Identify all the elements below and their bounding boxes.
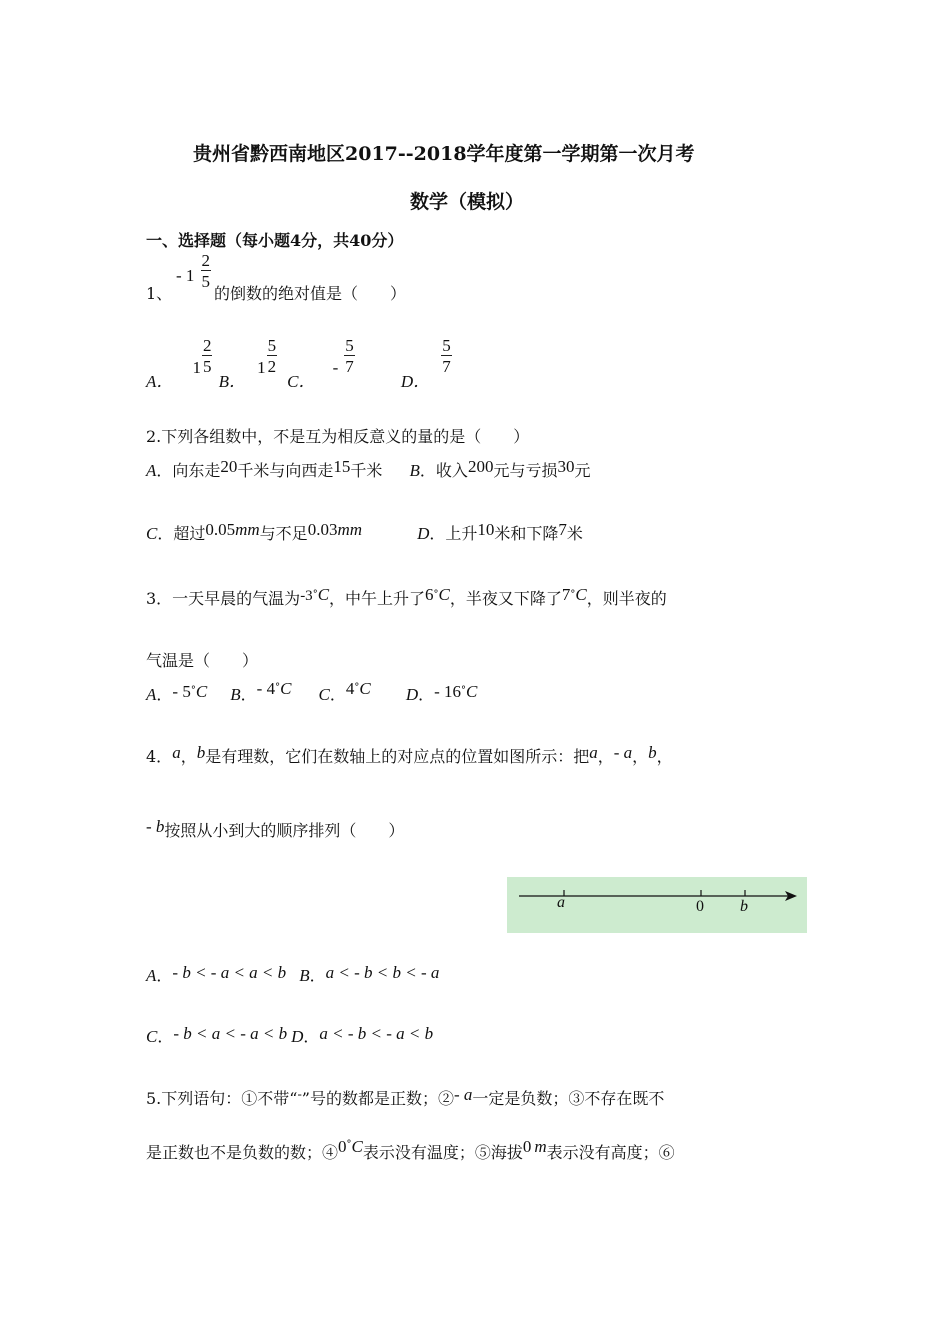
q5-text6: 表示没有高度；⑥ bbox=[546, 1143, 675, 1162]
q1-neg-whole: - 1 bbox=[176, 265, 195, 285]
q5-text3: 一定是负数；③不存在既不 bbox=[472, 1089, 665, 1108]
q1-optA-frac bbox=[202, 337, 213, 375]
q3-d-deg: ° bbox=[461, 685, 467, 696]
q1-fraction bbox=[201, 252, 212, 290]
q1-number: 1、 bbox=[146, 284, 173, 303]
q2-row1 bbox=[146, 458, 590, 481]
q4-line1 bbox=[146, 744, 673, 767]
q3-b-unit: C bbox=[280, 679, 292, 698]
q2-a-value1: 20 bbox=[220, 457, 238, 476]
q2-d-text3: 米 bbox=[566, 524, 583, 543]
q5-text2: ”号的数都是正数；② bbox=[301, 1089, 454, 1108]
q3-line1 bbox=[146, 586, 667, 609]
q4-d-label: D bbox=[291, 1027, 304, 1046]
q5-text4: 是正数也不是负数的数；④ bbox=[146, 1143, 339, 1162]
q5-minus: - bbox=[297, 1086, 302, 1101]
q2-a-value2: 15 bbox=[333, 457, 351, 476]
q5-unit-c: C bbox=[351, 1137, 363, 1156]
q4-options-row1 bbox=[146, 963, 439, 986]
q1-frac-den: 5 bbox=[201, 272, 211, 291]
q1-optA-den: 5 bbox=[202, 357, 212, 376]
q2-row2 bbox=[146, 521, 583, 544]
q3-text2: ，中午上升了 bbox=[329, 589, 426, 608]
q1-optC-num: 5 bbox=[345, 336, 354, 355]
q2-a-label: A bbox=[146, 461, 157, 480]
q4-var-a2: a bbox=[589, 743, 598, 762]
q2-d-label: D bbox=[417, 524, 430, 543]
q4-c-expr: - b < a < - a < b bbox=[173, 1024, 288, 1043]
q5-text5: 表示没有温度；⑤海拔 bbox=[362, 1143, 523, 1162]
q3-d-dot: ． bbox=[418, 685, 435, 704]
q3-b-label: B bbox=[230, 685, 241, 704]
q3-unit3: C bbox=[575, 585, 587, 604]
q1-options bbox=[146, 336, 453, 391]
q1-expression bbox=[176, 252, 212, 290]
q4-a-dot: ． bbox=[156, 966, 173, 985]
q2-a-text2: 千米与向西走 bbox=[237, 461, 334, 480]
q1-optC-sign: - bbox=[332, 357, 339, 377]
q4-line2 bbox=[146, 818, 404, 841]
q4-number: 4． bbox=[146, 747, 173, 766]
q3-text1: 3．一天早晨的气温为 bbox=[146, 589, 301, 608]
q3-unit2: C bbox=[438, 585, 450, 604]
q3-a-dot: ． bbox=[156, 685, 173, 704]
q4-comma2: ， bbox=[597, 747, 614, 766]
q2-d-text2: 米和下降 bbox=[494, 524, 559, 543]
q2-b-text1: ．收入 bbox=[419, 461, 468, 480]
tick-label-b: b bbox=[740, 898, 748, 915]
q3-d-value: - 16 bbox=[434, 682, 462, 701]
q3-deg1: ° bbox=[312, 589, 318, 600]
q2-b-value1: 200 bbox=[467, 457, 494, 476]
tick-label-a: a bbox=[557, 894, 565, 911]
number-line-figure bbox=[507, 877, 807, 933]
q2-c-text1: ．超过 bbox=[157, 524, 206, 543]
q4-var-b2: b bbox=[648, 743, 657, 762]
q3-a-deg: ° bbox=[190, 685, 196, 696]
q1-optB-label: B． bbox=[218, 371, 246, 391]
q4-a-expr: - b < - a < a < b bbox=[172, 963, 287, 982]
q2-c-unit2: mm bbox=[337, 520, 362, 539]
q2-a-text3: 千米 bbox=[350, 461, 383, 480]
q3-a-value: - 5 bbox=[172, 682, 191, 701]
q4-b-dot: ． bbox=[309, 966, 326, 985]
q1-optB-den: 2 bbox=[267, 357, 277, 376]
q4-a-label: A bbox=[146, 966, 157, 985]
q1-text: 的倒数的绝对值是（ ） bbox=[214, 284, 407, 303]
q3-b-dot: ． bbox=[240, 685, 257, 704]
q1-optA-whole: 1 bbox=[192, 357, 201, 377]
q2-a-text1: ．向东走 bbox=[156, 461, 221, 480]
q2-b-value2: 30 bbox=[557, 457, 575, 476]
q3-a-label: A bbox=[146, 685, 157, 704]
page-subtitle: 数学（模拟） bbox=[410, 191, 525, 213]
q1-optB-whole: 1 bbox=[257, 357, 266, 377]
q5-zero-m: 0 bbox=[522, 1137, 532, 1156]
q4-options-row2 bbox=[146, 1024, 433, 1047]
tick-label-0: 0 bbox=[696, 898, 704, 915]
q5-deg: ° bbox=[346, 1139, 352, 1150]
page-title: 贵州省黔西南地区2017--2018学年度第一学期第一次月考 bbox=[193, 143, 695, 165]
q3-unit1: C bbox=[317, 585, 330, 604]
q3-c-deg: ° bbox=[354, 682, 360, 693]
q1-optD-den: 7 bbox=[442, 357, 451, 376]
q3-value3: 7 bbox=[561, 585, 571, 604]
q2-c-text2: 与不足 bbox=[259, 524, 308, 543]
q4-comma4: ， bbox=[656, 747, 673, 766]
q2-b-text3: 元 bbox=[574, 461, 591, 480]
q1-optC-label: C． bbox=[287, 371, 316, 391]
q3-d-unit: C bbox=[466, 682, 478, 701]
q5-zero: 0 bbox=[338, 1137, 347, 1156]
q1-optB-num: 5 bbox=[267, 336, 277, 355]
q1-optD-label: D． bbox=[400, 371, 431, 391]
q2-d-value2: 7 bbox=[558, 520, 567, 539]
q1-optC-frac bbox=[344, 337, 355, 375]
q5-text1: 5.下列语句：①不带“ bbox=[146, 1089, 298, 1108]
q2-b-label: B bbox=[409, 461, 420, 480]
q4-var-b: b bbox=[196, 743, 206, 762]
q4-d-expr: a < - b < - a < b bbox=[319, 1024, 434, 1043]
q3-c-value: 4 bbox=[345, 679, 355, 698]
q3-c-dot: ． bbox=[329, 685, 346, 704]
q4-var-neg-a: - a bbox=[613, 743, 633, 762]
q3-c-unit: C bbox=[359, 679, 371, 698]
q4-text1: 是有理数，它们在数轴上的对应点的位置如图所示：把 bbox=[205, 747, 590, 766]
q3-text3: ，半夜又下降了 bbox=[449, 589, 562, 608]
q1-optB-frac bbox=[267, 337, 278, 375]
q2-c-value1: 0.05 bbox=[205, 520, 236, 539]
q2-d-text1: ．上升 bbox=[429, 524, 478, 543]
q4-var-neg-b: - b bbox=[146, 817, 165, 836]
q3-value1: -3 bbox=[300, 588, 313, 604]
q4-c-label: C bbox=[146, 1027, 158, 1046]
q3-c-label: C bbox=[318, 685, 330, 704]
q1-optD-frac bbox=[441, 337, 452, 375]
q4-var-a: a bbox=[172, 743, 181, 762]
q2-c-unit1: mm bbox=[235, 520, 260, 539]
q5-neg-a: - a bbox=[453, 1085, 473, 1104]
q1-frac-num: 2 bbox=[201, 251, 211, 270]
q4-b-expr: a < - b < b < - a bbox=[325, 963, 440, 982]
q1-optA-label: A． bbox=[146, 371, 174, 391]
q1-optD-num: 5 bbox=[442, 336, 451, 355]
q4-b-label: B bbox=[299, 966, 310, 985]
section-heading: 一、选择题（每小题4分，共40分） bbox=[146, 231, 404, 250]
q4-comma1: ， bbox=[180, 747, 197, 766]
q3-line2: 气温是（ ） bbox=[146, 651, 259, 670]
q4-comma3: ， bbox=[632, 747, 649, 766]
q3-text4: ，则半夜的 bbox=[586, 589, 667, 608]
q3-options bbox=[146, 679, 478, 705]
q2-c-value2: 0.03 bbox=[307, 520, 338, 539]
q5-line2 bbox=[146, 1137, 675, 1163]
q3-value2: 6 bbox=[425, 585, 434, 604]
q5-line1 bbox=[146, 1086, 664, 1109]
q3-a-unit: C bbox=[195, 682, 208, 701]
q1-optA-num: 2 bbox=[202, 336, 212, 355]
q5-unit-m: m bbox=[534, 1137, 547, 1156]
q3-deg3: ° bbox=[570, 589, 576, 600]
q3-deg2: ° bbox=[433, 589, 439, 600]
q2-b-text2: 元与亏损 bbox=[493, 461, 558, 480]
q3-b-value: - 4 bbox=[256, 679, 276, 698]
q3-d-label: D bbox=[405, 685, 419, 704]
q2-d-value1: 10 bbox=[477, 520, 495, 539]
q4-text2: 按照从小到大的顺序排列（ ） bbox=[164, 821, 405, 840]
q4-d-dot: ． bbox=[303, 1027, 320, 1046]
q2-stem: 2.下列各组数中，不是互为相反意义的量的是（ ） bbox=[146, 427, 530, 446]
q1-optC-den: 7 bbox=[345, 357, 354, 376]
q3-b-deg: ° bbox=[275, 682, 281, 693]
q2-c-label: C bbox=[146, 524, 158, 543]
q4-c-dot: ． bbox=[157, 1027, 174, 1046]
number-line-svg bbox=[507, 877, 807, 933]
